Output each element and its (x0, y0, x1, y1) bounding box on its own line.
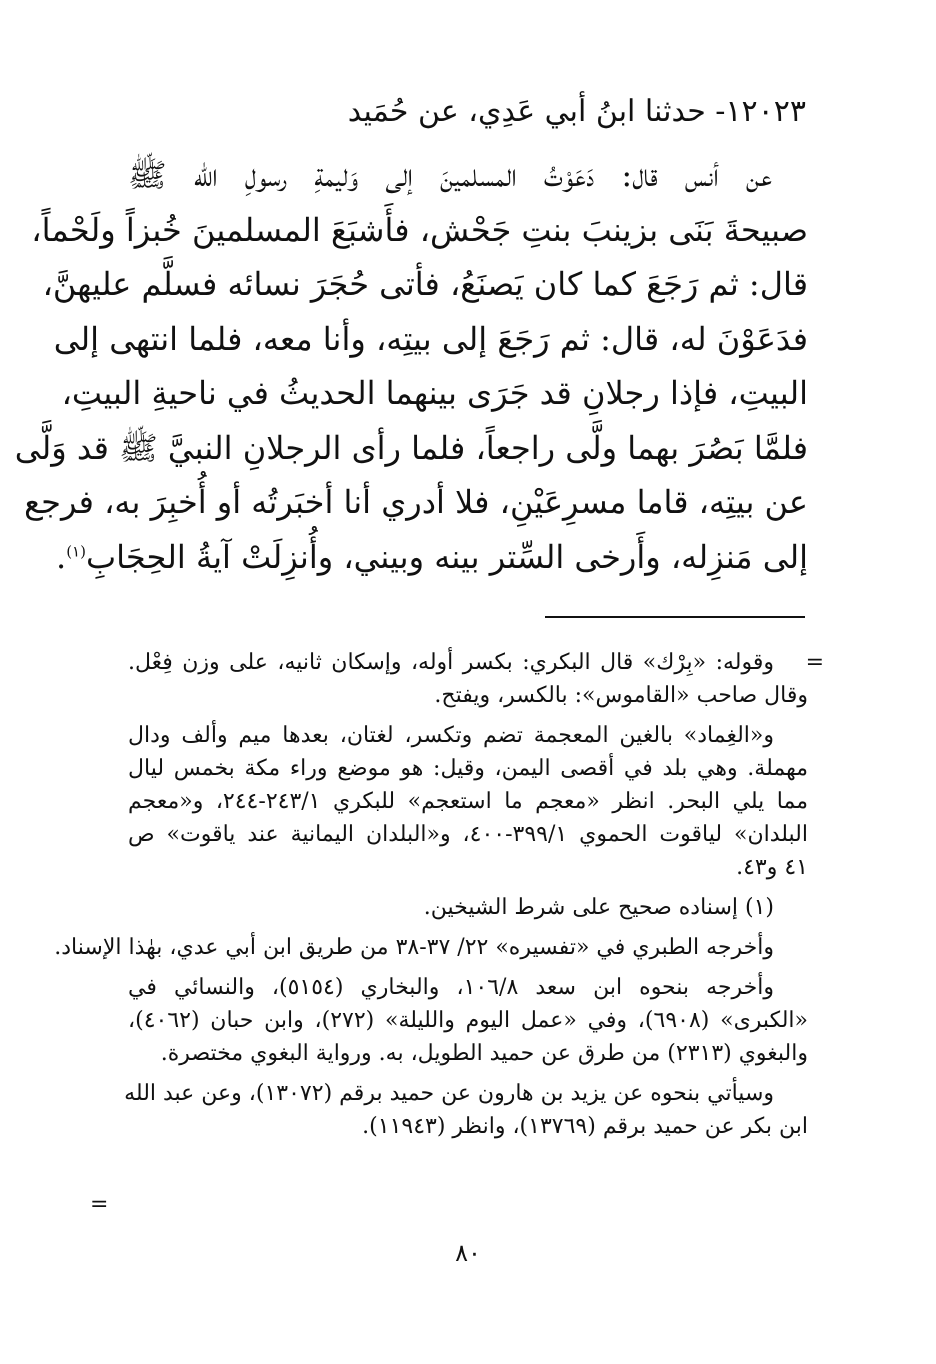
footnote-line: «الكبرى» (٦٩٠٨)، وفي «عمل اليوم والليلة» (٢٧٢)، وابن حبان (٤٠٦٢)، (128, 1008, 808, 1033)
footnote-line: (١) إسناده صحيح على شرط الشيخين. (423, 895, 774, 920)
footnote-line: مهملة. وهي بلد في أقصى اليمن، وقيل: هو موضع وراء مكة بخمس ليال (128, 756, 808, 781)
footnote-line: وسيأتي بنحوه عن يزيد بن هارون عن حميد برقم (١٣٠٧٢)، وعن عبد الله (124, 1081, 774, 1106)
footnotes (54, 646, 808, 1150)
hadith-last-line (56, 530, 808, 585)
hadith-line: عن بيتِه، قاما مسرِعَيْنِ، فلا أدري أنا أخبَرتُه أو أُخبِرَ به، فرجع (24, 483, 808, 521)
footnote-line: والبغوي (٢٣١٣) من طرق عن حميد الطويل، به. ورواية البغوي مختصرة. (160, 1041, 808, 1066)
footnote-line: وأخرجه الطبري في «تفسيره» ٢٢/ ٣٧-٣٨ من طريق ابن أبي عدي، بهٰذا الإسناد. (54, 935, 774, 960)
hadith-line-end: . (56, 537, 67, 576)
footnote-line: وقال صاحب «القاموس»: بالكسر، ويفتح. (434, 683, 808, 708)
footnote-divider (545, 616, 805, 618)
hadith-line: عن أنس قال: دَعَوْتُ المسلمينَ إلى وَليمةِ رسولِ الله ﷺ (128, 156, 772, 194)
footnote-block (54, 931, 808, 964)
footnote-block (124, 1077, 808, 1143)
hadith-line: قال: ثم رَجَعَ كما كان يَصنَعُ، فأتى حُجَرَ نسائه فسلَّم عليهنَّ، (42, 265, 808, 303)
hadith-heading: ١٢٠٢٣- حدثنا ابنُ أبي عَدِي، عن حُمَيد (347, 94, 806, 129)
footnote-reference: (١) (66, 541, 86, 560)
footnote-block (128, 971, 808, 1070)
continues-mark: = (90, 1192, 109, 1217)
hadith-line-text: إلى مَنزِله، وأَرخى السِّتر بينه وبيني، وأُنزِلَتْ آيةُ الحِجَابِ (85, 537, 808, 576)
footnote-line: وقوله: «بِرْك» قال البكري: بكسر أوله، وإسكان ثانيه، على وزن فِعْل. (128, 650, 774, 675)
footnote-line: مما يلي البحر. انظر «معجم ما استعجم» للبكري ٢٤٣/١-٢٤٤، و«معجم (128, 789, 808, 814)
footnote-line: البلدان» لياقوت الحموي ٣٩٩/١-٤٠٠، و«البلدان اليمانية عند ياقوت» ص (128, 822, 808, 847)
continuation-mark: = (805, 650, 824, 675)
footnote-line: ابن بكر عن حميد برقم (١٣٧٦٩)، وانظر (١١٩٤٣). (362, 1114, 808, 1139)
hadith-text (14, 148, 808, 584)
hadith-line: فدَعَوْنَ له، قال: ثم رَجَعَ إلى بيتِه، وأنا معه، فلما انتهى إلى (53, 319, 808, 358)
hadith-line: فلمَّا بَصُرَ بهما ولَّى راجعاً، فلما رأى الرجلانِ النبيَّ ﷺ قد وَلَّى (14, 428, 808, 467)
footnote-line: وأخرجه بنحوه ابن سعد ١٠٦/٨، والبخاري (٥١٥٤)، والنسائي في (128, 975, 774, 1000)
footnote-line: ٤١ و٤٣. (736, 855, 808, 880)
footnote-block (128, 646, 808, 712)
footnote-line: و«الغِماد» بالغين المعجمة تضم وتكسر، لغتان، بعدها ميم وألف ودال (128, 723, 774, 748)
hadith-line: صبيحةَ بَنَى بزينبَ بنتِ جَحْش، فأَشبَعَ المسلمينَ خُبزاً ولَحْماً، (31, 210, 808, 249)
hadith-line: البيتِ، فإذا رجلانِ قد جَرَى بينهما الحديثُ في ناحيةِ البيتِ، (61, 374, 808, 412)
footnote-block (128, 719, 808, 884)
page-number: ٨٠ (455, 1239, 481, 1267)
footnote-block (128, 891, 808, 924)
